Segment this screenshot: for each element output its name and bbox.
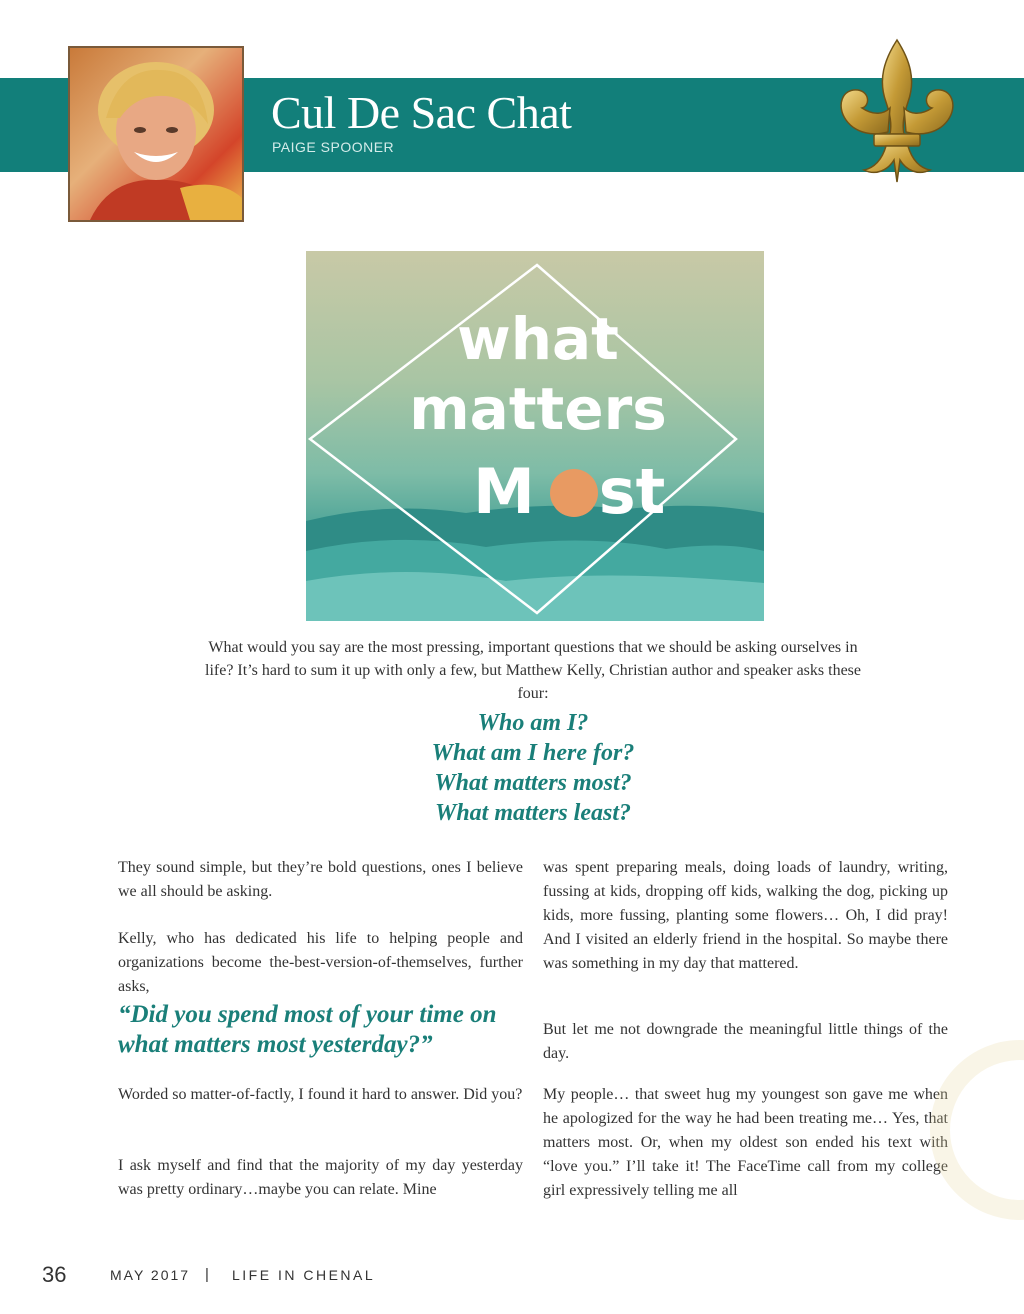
left-paragraph-3: Worded so matter-of-factly, I found it hard to answer. Did you? [118,1086,523,1103]
author-name: PAIGE SPOONER [272,139,395,155]
right-paragraph-2: But let me not downgrade the meaningful little things of the day. [543,1021,948,1062]
pull-quote: “Did you spend most of your time on what matters most yesterday?” [118,1001,497,1058]
hero-letter-m: M [473,455,535,528]
what-matters-most-image [306,251,764,621]
issue-date: MAY 2017 [110,1267,191,1283]
intro-paragraph: What would you say are the most pressing, important questions that we should be asking ourselves in life? It’s hard to sum it up with only a few, but Matthew Kelly, Christian author and speaker asks these four: [205,639,861,702]
left-paragraph-2: Kelly, who has dedicated his life to helping people and organizations become the-best-version-of-themselves, further asks, [118,930,523,995]
left-paragraph-1: They sound simple, but they’re bold questions, ones I believe we all should be asking. [118,859,523,900]
question-3: What matters most? [434,770,632,796]
fleur-de-lis-icon [834,36,960,186]
hero-word-what: what [457,305,619,373]
author-photo [68,46,244,222]
hero-word-st: st [598,455,666,528]
page-number: 36 [42,1262,67,1287]
right-paragraph-1: was spent preparing meals, doing loads of laundry, writing, fussing at kids, dropping off kids, walking the dog, picking up kids, more fussing, planting some flowers… Oh, I did pray! And I visited an elderly friend in the hospital. So maybe there was something in my day that mattered. [543,859,948,972]
question-2: What am I here for? [431,740,635,766]
left-paragraph-4: I ask myself and find that the majority of my day yesterday was pretty ordinary…maybe you can relate. Mine [118,1157,523,1198]
hero-word-matters: matters [409,375,667,443]
column-title: Cul De Sac Chat [271,87,572,138]
question-4: What matters least? [434,800,632,826]
right-paragraph-3: My people… that sweet hug my youngest son gave me when he apologized for the way he had been treating me… Yes, that matters most. Or, when my oldest son ended his text with “love you.” I’ll take it! The FaceTime call from my college girl expressively telling me all [543,1086,948,1199]
question-1: Who am I? [477,710,589,736]
magazine-name: LIFE IN CHENAL [232,1267,376,1283]
footer-separator: | [205,1266,209,1283]
